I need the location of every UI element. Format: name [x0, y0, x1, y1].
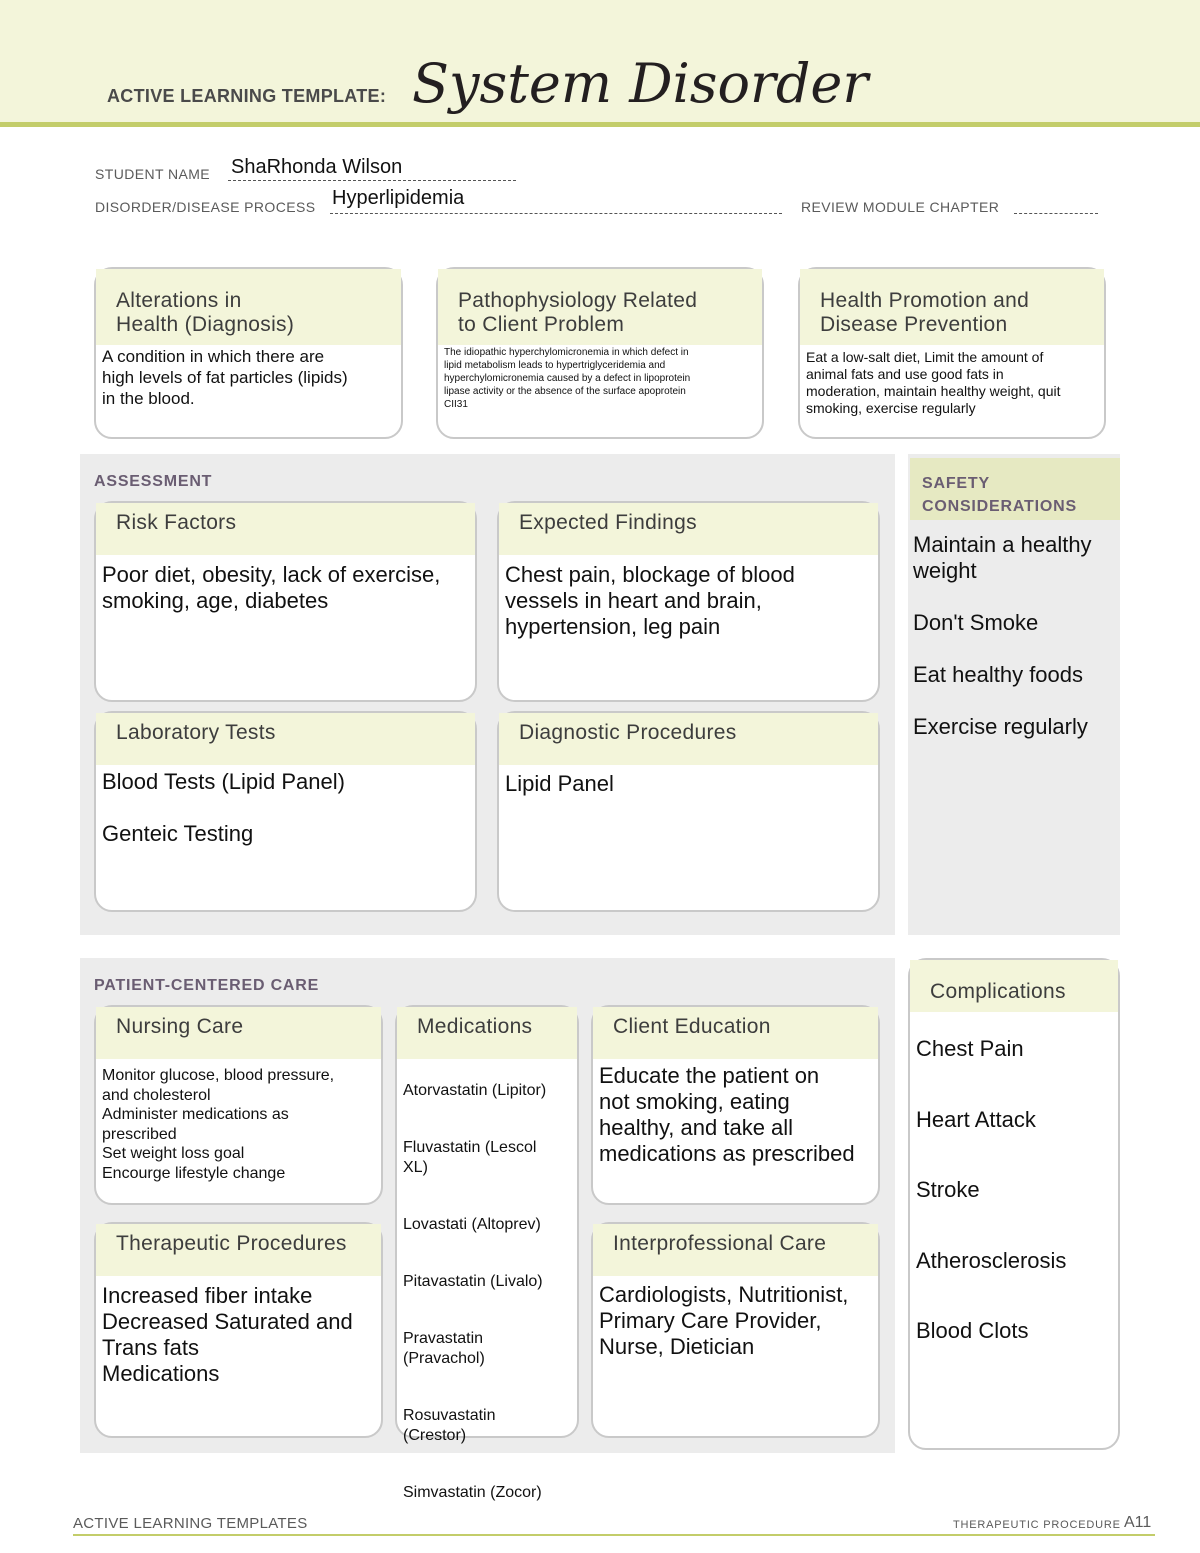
- pathophysiology-card: [436, 267, 764, 439]
- page-title: System Disorder: [412, 52, 869, 115]
- interprofessional-care-body[interactable]: Cardiologists, Nutritionist, Primary Care Provider, Nurse, Dietician: [599, 1282, 849, 1359]
- risk-factors-card: [94, 501, 477, 702]
- laboratory-tests-card: [94, 711, 477, 912]
- footer-right-label: THERAPEUTIC PROCEDURE: [953, 1519, 1121, 1531]
- footer-line: [73, 1534, 1155, 1536]
- page-number: A11: [1124, 1514, 1152, 1531]
- medication-item[interactable]: Rosuvastatin (Crestor): [403, 1407, 496, 1444]
- safety-list: [913, 532, 1113, 766]
- footer-left-label: ACTIVE LEARNING TEMPLATES: [73, 1515, 308, 1532]
- complication-item[interactable]: Chest Pain: [916, 1036, 1024, 1061]
- client-education-card: [591, 1005, 880, 1205]
- alterations-card-header: [96, 269, 401, 345]
- safety-header: [910, 458, 1120, 520]
- complication-item[interactable]: Blood Clots: [916, 1318, 1029, 1343]
- pathophysiology-title-2: to Client Problem: [458, 313, 625, 336]
- disorder-value[interactable]: Hyperlipidemia: [332, 187, 465, 209]
- medications-list: [397, 1059, 577, 1540]
- complications-title: Complications: [910, 960, 1118, 1012]
- nursing-care-body[interactable]: Monitor glucose, blood pressure, and cholesterol Administer medications as prescribed Set weight loss goal Encourge lifestyle change: [102, 1067, 335, 1182]
- complication-item[interactable]: Atherosclerosis: [916, 1247, 1067, 1273]
- client-education-title: Client Education: [593, 1007, 878, 1059]
- therapeutic-procedures-card: [94, 1222, 383, 1438]
- pathophysiology-body[interactable]: The idiopathic hyperchylomicronemia in which defect in lipid metabolism leads to hypertriglyceridemia and hyperchylomicronemia caused by a defect in lipoprotein lipase activity or the absence of the surface apoprotein CII31: [444, 347, 691, 410]
- disorder-line: [330, 213, 782, 214]
- medications-card: [395, 1005, 579, 1501]
- health-promotion-card-header: [800, 269, 1104, 345]
- nursing-care-card: [94, 1005, 383, 1205]
- complications-list: [910, 1012, 1118, 1389]
- disorder-label: DISORDER/DISEASE PROCESS: [95, 199, 316, 215]
- safety-item[interactable]: Exercise regularly: [913, 714, 1088, 739]
- review-module-label: REVIEW MODULE CHAPTER: [801, 199, 1000, 215]
- health-promotion-card: [798, 267, 1106, 439]
- client-education-body[interactable]: Educate the patient on not smoking, eating healthy, and take all medications as prescribed: [599, 1063, 855, 1166]
- diagnostic-procedures-body[interactable]: Lipid Panel: [505, 771, 614, 796]
- safety-item[interactable]: Eat healthy foods: [913, 662, 1084, 687]
- medication-item[interactable]: Simvastatin (Zocor): [403, 1484, 542, 1501]
- review-module-line[interactable]: [1014, 213, 1098, 214]
- laboratory-tests-title: Laboratory Tests: [96, 713, 475, 765]
- interprofessional-care-card: [591, 1222, 880, 1438]
- therapeutic-procedures-title: Therapeutic Procedures: [96, 1224, 381, 1276]
- pathophysiology-title-1: Pathophysiology Related: [458, 289, 698, 312]
- risk-factors-title: Risk Factors: [96, 503, 475, 555]
- alterations-title-1: Alterations in: [116, 289, 242, 312]
- medication-item[interactable]: Pitavastatin (Livalo): [403, 1273, 543, 1290]
- medication-item[interactable]: Lovastati (Altoprev): [403, 1216, 541, 1233]
- assessment-section-title: ASSESSMENT: [94, 473, 213, 490]
- complication-item[interactable]: Stroke: [916, 1177, 980, 1202]
- therapeutic-procedures-body[interactable]: Increased fiber intake Decreased Saturated and Trans fats Medications: [102, 1283, 353, 1386]
- medications-title: Medications: [397, 1007, 577, 1059]
- patient-care-section-title: PATIENT-CENTERED CARE: [94, 977, 320, 994]
- expected-findings-card: [497, 501, 880, 702]
- safety-title-1: SAFETY: [922, 475, 990, 492]
- template-label: ACTIVE LEARNING TEMPLATE:: [107, 86, 387, 106]
- student-name-line: [228, 180, 516, 181]
- student-name-value[interactable]: ShaRhonda Wilson: [231, 156, 403, 178]
- pathophysiology-card-header: [438, 269, 762, 345]
- header-accent-line: [0, 122, 1200, 127]
- medication-item[interactable]: Pravastatin (Pravachol): [403, 1330, 485, 1367]
- expected-findings-body[interactable]: Chest pain, blockage of blood vessels in heart and brain, hypertension, leg pain: [505, 562, 795, 639]
- safety-item[interactable]: Don't Smoke: [913, 610, 1039, 635]
- complications-card: [908, 958, 1120, 1450]
- medication-item[interactable]: Fluvastatin (Lescol XL): [403, 1139, 537, 1176]
- health-promotion-title-1: Health Promotion and: [820, 289, 1030, 312]
- alterations-title-2: Health (Diagnosis): [116, 313, 295, 336]
- risk-factors-body[interactable]: Poor diet, obesity, lack of exercise, smoking, age, diabetes: [102, 562, 441, 613]
- medication-item[interactable]: Atorvastatin (Lipitor): [403, 1082, 547, 1099]
- alterations-body[interactable]: A condition in which there are high levels of fat particles (lipids) in the blood.: [102, 347, 348, 408]
- safety-title-2: CONSIDERATIONS: [922, 498, 1077, 515]
- health-promotion-body[interactable]: Eat a low-salt diet, Limit the amount of animal fats and use good fats in moderation, maintain healthy weight, quit smoking, exercise regularly: [806, 349, 1061, 416]
- diagnostic-procedures-card: [497, 711, 880, 912]
- laboratory-tests-body[interactable]: Blood Tests (Lipid Panel) Genteic Testing: [102, 769, 345, 846]
- nursing-care-title: Nursing Care: [96, 1007, 381, 1059]
- safety-item[interactable]: Maintain a healthy weight: [913, 532, 1092, 583]
- complication-item[interactable]: Heart Attack: [916, 1106, 1036, 1132]
- expected-findings-title: Expected Findings: [499, 503, 878, 555]
- student-name-label: STUDENT NAME: [95, 166, 210, 182]
- health-promotion-title-2: Disease Prevention: [820, 313, 1008, 336]
- interprofessional-care-title: Interprofessional Care: [593, 1224, 878, 1276]
- diagnostic-procedures-title: Diagnostic Procedures: [499, 713, 878, 765]
- alterations-card: [94, 267, 403, 439]
